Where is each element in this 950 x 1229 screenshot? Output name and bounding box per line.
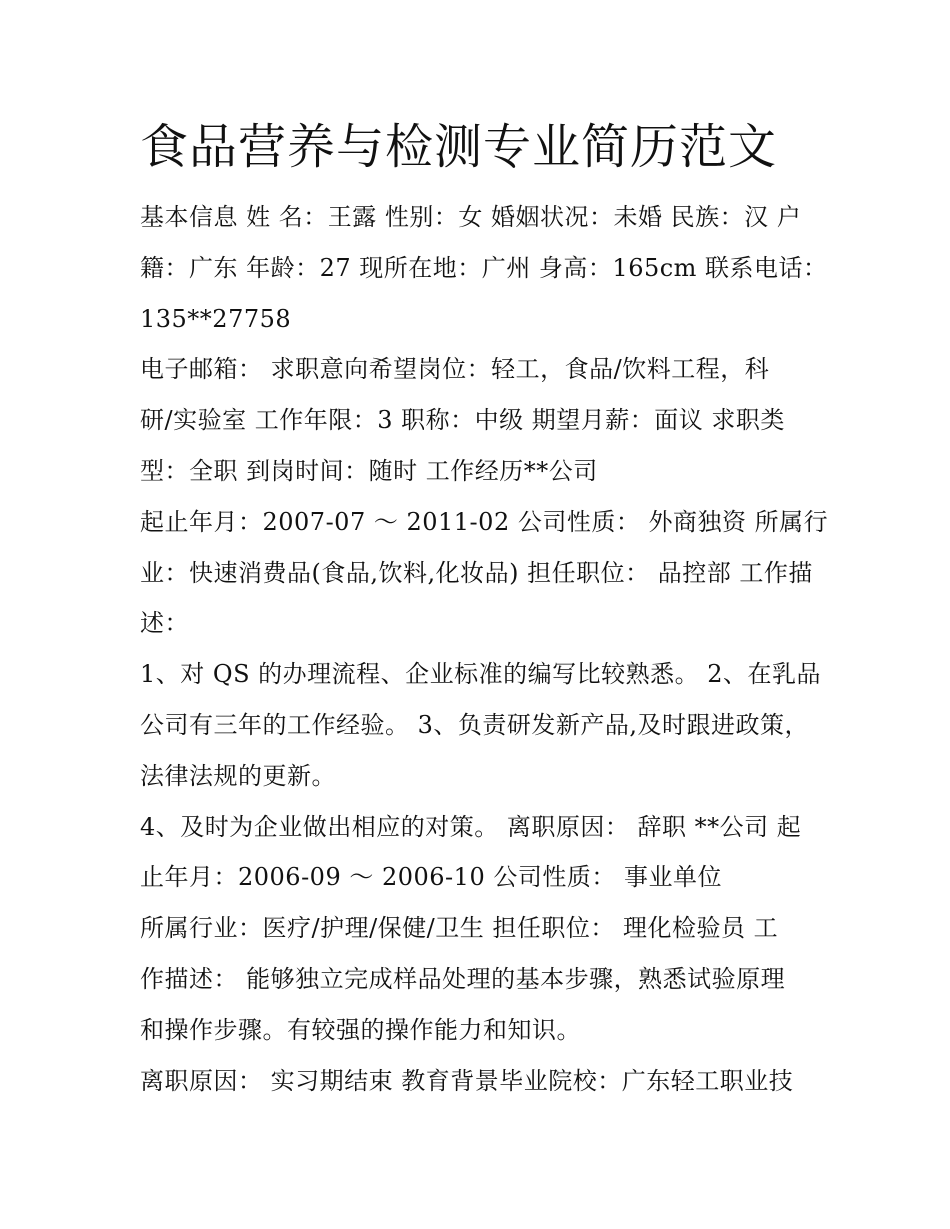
text-line: 业：快速消费品(食品,饮料,化妆品) 担任职位： 品控部 工作描 [140,558,813,587]
text-line: 1、对 QS 的办理流程、企业标准的编写比较熟悉。 2、在乳品 [140,660,822,689]
text-line: 起止年月：2007-07 ～ 2011-02 公司性质： 外商独资 所属行 [140,507,829,536]
text-line: 述： [140,609,189,638]
text-line: 籍：广东 年龄：27 现所在地：广州 身高：165cm 联系电话： [140,253,828,282]
text-line: 法律法规的更新。 [140,761,336,790]
text-line: 止年月：2006-09 ～ 2006-10 公司性质： 事业单位 [140,863,722,892]
text-line: 离职原因： 实习期结束 教育背景毕业院校：广东轻工职业技 [140,1066,794,1095]
text-line: 电子邮箱： 求职意向希望岗位：轻工，食品/饮料工程，科 [140,355,770,384]
text-line: 型：全职 到岗时间：随时 工作经历**公司 [140,456,598,485]
document-page [140,112,829,1106]
text-line: 和操作步骤。有较强的操作能力和知识。 [140,1015,581,1044]
text-line: 4、及时为企业做出相应的对策。 离职原因： 辞职 **公司 起 [140,812,802,841]
document-body [140,192,829,1106]
text-line: 所属行业：医疗/护理/保健/卫生 担任职位： 理化检验员 工 [140,914,779,943]
text-line: 公司有三年的工作经验。 3、负责研发新产品,及时跟进政策， [140,710,810,739]
text-line: 研/实验室 工作年限：3 职称：中级 期望月薪：面议 求职类 [140,406,785,435]
text-line: 基本信息 姓 名：王露 性别：女 婚姻状况：未婚 民族：汉 户 [140,203,802,231]
text-line: 作描述： 能够独立完成样品处理的基本步骤，熟悉试验原理 [140,964,786,993]
text-line: 135**27758 [140,304,292,333]
document-title: 食品营养与检测专业简历范文 [140,119,778,175]
